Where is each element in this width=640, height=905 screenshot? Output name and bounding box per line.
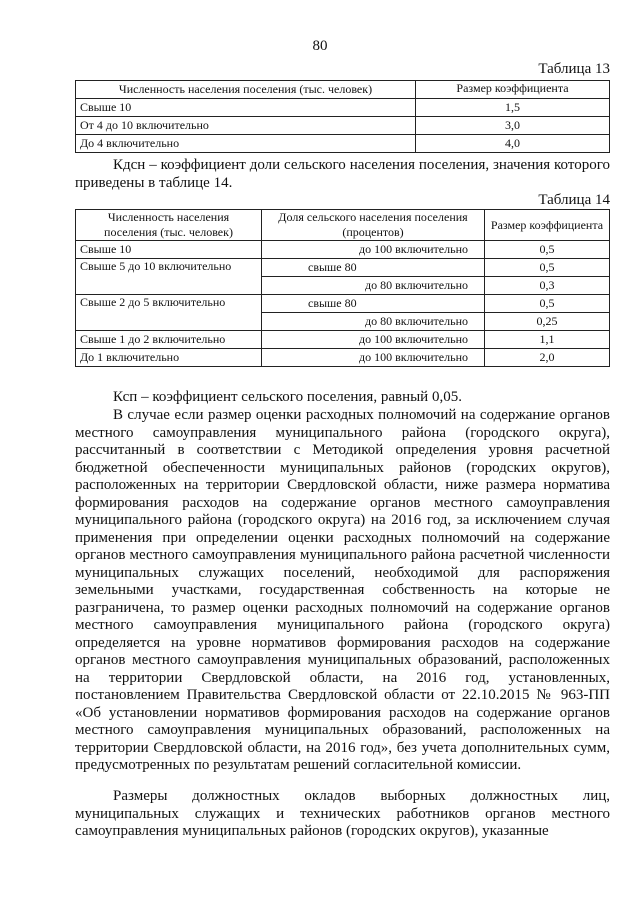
table-13 — [75, 80, 610, 153]
table14-cell: до 100 включительно — [262, 241, 485, 259]
table14-cell: Свыше 5 до 10 включительно — [76, 259, 262, 295]
table14-header-rural-share: Доля сельского населения поселения (процентов) — [262, 210, 485, 241]
table-14 — [75, 209, 610, 367]
kdsn-description: Кдсн – коэффициент доли сельского населения поселения, значения которого приведены в таблице 14. — [75, 157, 610, 191]
table14-cell: Свыше 1 до 2 включительно — [76, 331, 262, 349]
table14-cell: До 1 включительно — [76, 349, 262, 367]
paragraph-normative: В случае если размер оценки расходных полномочий на содержание органов местного самоуправления муниципального района (городского округа), рассчитанный в соответствии с Методикой определения уровня расчетной бюджетной обеспеченности муниципальных районов (городских округов), расположенных на территории Свердловской области, ниже размера норматива формирования расходов на содержание органов местного самоуправления муниципального района (городского округа) на 2016 год, за исключением случая применения при определении оценки расходных полномочий на содержание органов местного самоуправления муниципального района расчетной численности муниципальных служащих поселений, необходимой для распоряжения земельными участками, государственная собственность на которые не разграничена, то размер оценки расходных полномочий на содержание органов местного самоуправления муниципального района (городского округа) определяется на уровне нормативов формирования расходов на содержание органов местного самоуправления муниципальных образований, расположенных на территории Свердловской области, на 2016 год, установленных, постановлением Правительства Свердловской области от 22.10.2015 № 963-ПП «Об установлении нормативов формирования расходов на содержание органов местного самоуправления муниципальных образований, расположенных на территории Свердловской области, на 2016 год», без учета дополнительных сумм, предусмотренных по результатам решений согласительной комиссии. — [75, 407, 610, 773]
table14-cell: свыше 80 — [262, 295, 485, 313]
table14-cell: 0,5 — [485, 259, 610, 277]
paragraph-salaries: Размеры должностных окладов выборных должностных лиц, муниципальных служащих и технических работников органов местного самоуправления муниципальных районов (городских округов), указанные — [75, 788, 610, 839]
table13-cell: До 4 включительно — [76, 135, 416, 153]
table13-cell: 3,0 — [416, 117, 610, 135]
table14-header-row — [76, 210, 610, 241]
table14-cell: 0,5 — [485, 295, 610, 313]
table13-cell: От 4 до 10 включительно — [76, 117, 416, 135]
table-row — [76, 331, 610, 349]
ksp-description: Ксп – коэффициент сельского поселения, равный 0,05. — [113, 389, 462, 405]
table14-cell: до 80 включительно — [262, 277, 485, 295]
table13-header-row — [76, 81, 610, 99]
table14-cell: до 100 включительно — [262, 349, 485, 367]
table-row — [76, 259, 610, 277]
table13-header-coefficient: Размер коэффициента — [416, 81, 610, 99]
table14-header-coefficient: Размер коэффициента — [485, 210, 610, 241]
table14-cell: Свыше 2 до 5 включительно — [76, 295, 262, 331]
table-row — [76, 349, 610, 367]
table14-cell: Свыше 10 — [76, 241, 262, 259]
table14-cell: 0,25 — [485, 313, 610, 331]
table-row — [76, 135, 610, 153]
table14-cell: 0,3 — [485, 277, 610, 295]
table14-cell: 2,0 — [485, 349, 610, 367]
table14-cell: 1,1 — [485, 331, 610, 349]
table14-cell: свыше 80 — [262, 259, 485, 277]
table13-cell: 4,0 — [416, 135, 610, 153]
table-row — [76, 117, 610, 135]
table-row — [76, 295, 610, 313]
table14-cell: до 80 включительно — [262, 313, 485, 331]
table14-cell: 0,5 — [485, 241, 610, 259]
table14-caption: Таблица 14 — [538, 192, 610, 208]
table14-header-population: Численность населения поселения (тыс. человек) — [76, 210, 262, 241]
table13-header-population: Численность населения поселения (тыс. человек) — [76, 81, 416, 99]
table13-cell: 1,5 — [416, 99, 610, 117]
table13-caption: Таблица 13 — [538, 61, 610, 77]
table-row — [76, 99, 610, 117]
table14-cell: до 100 включительно — [262, 331, 485, 349]
table-row — [76, 241, 610, 259]
page-number: 80 — [312, 38, 328, 54]
table13-cell: Свыше 10 — [76, 99, 416, 117]
